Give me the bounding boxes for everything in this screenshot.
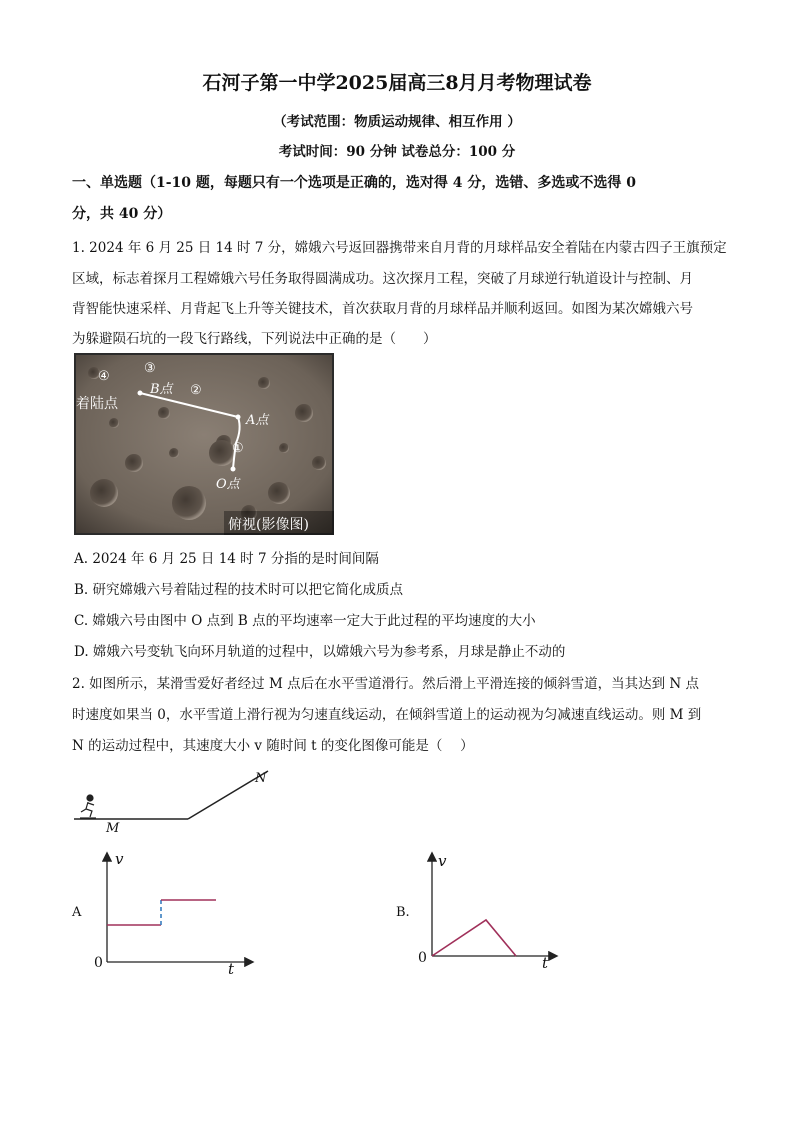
- moon-flight-figure: [74, 353, 334, 535]
- ski-slope-figure: [72, 765, 292, 840]
- graph-a-origin-label: 0: [94, 955, 103, 971]
- landing-number: ④: [98, 369, 110, 384]
- point-o: [231, 467, 236, 472]
- image-caption: 俯视(影像图): [228, 517, 309, 533]
- graph-b-option-label: B.: [396, 905, 410, 920]
- landing-point: [138, 391, 143, 396]
- exam-scope: （考试范围：物质运动规律、相互作用 ）: [273, 114, 521, 130]
- q1-text-line2: 区域，标志着探月工程嫦娥六号任务取得圆满成功。这次探月工程，突破了月球逆行轨道设计与控制、月: [72, 271, 693, 287]
- graph-b-origin-label: 0: [418, 950, 427, 966]
- section-heading-line1: 一、单选题（1-10 题，每题只有一个选项是正确的，选对得 4 分，选错、多选或不选得 0: [72, 175, 637, 191]
- a-point-label: A点: [246, 413, 269, 428]
- graph-b-v-label: v: [438, 852, 447, 870]
- section-heading-line2: 分，共 40 分）: [72, 206, 172, 222]
- graph-option-a[interactable]: [70, 850, 260, 980]
- point-a: [236, 415, 241, 420]
- o-point-label: O点: [216, 477, 240, 492]
- point-n-label: N: [255, 771, 267, 786]
- b-number: ③: [144, 361, 156, 376]
- segment-1-label: ①: [232, 441, 244, 456]
- skier-icon: [80, 795, 96, 818]
- graph-a-v-label: v: [115, 850, 124, 868]
- q2-text-line2: 时速度如果当 0，水平雪道上滑行视为匀速直线运动，在倾斜雪道上的运动视为匀减速直线运动。则 M 到: [72, 707, 702, 723]
- moon-surface-image: [74, 353, 334, 535]
- graph-a-option-label: A: [72, 905, 82, 920]
- q1-text-line4: 为躲避陨石坑的一段飞行路线，下列说法中正确的是（ ）: [72, 331, 437, 347]
- graph-a-t-label: t: [228, 960, 235, 978]
- q1-option-b[interactable]: B. 研究嫦娥六号着陆过程的技术时可以把它简化成质点: [74, 582, 404, 598]
- page-title: 石河子第一中学2025届高三8月月考物理试卷: [202, 72, 592, 94]
- q1-text-line3: 背智能快速采样、月背起飞上升等关键技术，首次获取月背的月球样品并顺利返回。如图为某次嫦娥六号: [72, 301, 693, 317]
- q1-option-d[interactable]: D. 嫦娥六号变轨飞向环月轨道的过程中，以嫦娥六号为参考系，月球是静止不动的: [74, 644, 566, 660]
- landing-point-label: 着陆点: [76, 396, 118, 412]
- graph-b-line: [432, 920, 516, 956]
- point-m-label: M: [106, 821, 120, 836]
- q2-text-line3: N 的运动过程中，其速度大小 v 随时间 t 的变化图像可能是（ ）: [72, 738, 474, 754]
- graph-b-t-label: t: [542, 954, 549, 972]
- exam-time-score: 考试时间：90 分钟 试卷总分：100 分: [278, 144, 516, 160]
- q2-text-line1: 2. 如图所示，某滑雪爱好者经过 M 点后在水平雪道滑行。然后滑上平滑连接的倾斜雪道，当其达到 N 点: [72, 676, 699, 692]
- q1-text-line1: 1. 2024 年 6 月 25 日 14 时 7 分，嫦娥六号返回器携带来自月背的月球样品安全着陆在内蒙古四子王旗预定: [72, 240, 727, 256]
- segment-2-label: ②: [190, 383, 202, 398]
- q1-option-a[interactable]: A. 2024 年 6 月 25 日 14 时 7 分指的是时间间隔: [74, 551, 379, 567]
- graph-option-b[interactable]: [394, 850, 574, 980]
- q1-option-c[interactable]: C. 嫦娥六号由图中 O 点到 B 点的平均速率一定大于此过程的平均速度的大小: [74, 613, 536, 629]
- b-point-label: B点: [150, 382, 173, 397]
